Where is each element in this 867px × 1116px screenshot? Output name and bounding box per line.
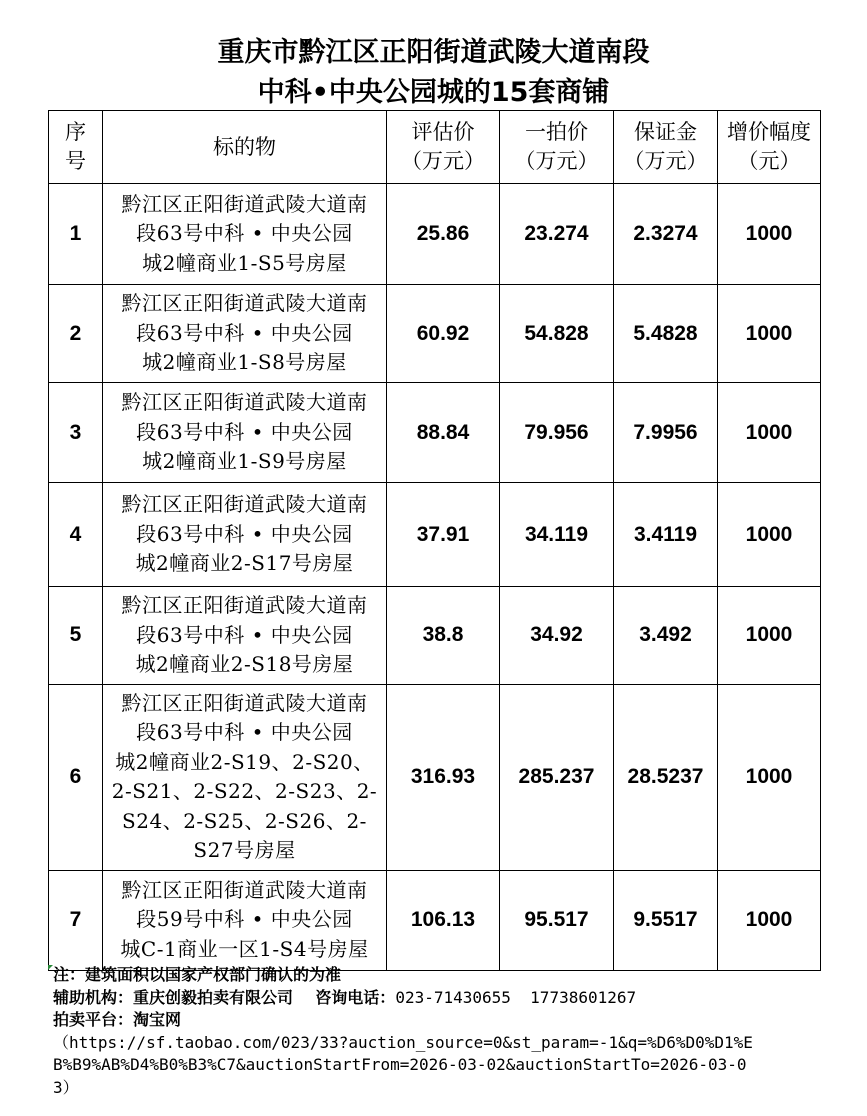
cell-item-line: 黔江区正阳街道武陵大道南 (121, 492, 368, 517)
cell-increment: 1000 (718, 587, 821, 685)
cell-appraisal: 88.84 (387, 383, 500, 483)
page-title-line2: 中科•中央公园城的15套商铺 (257, 77, 610, 108)
cell-deposit: 7.9956 (614, 383, 718, 483)
cell-item-line: 黔江区正阳街道武陵大道南 (121, 390, 368, 415)
cell-item-line: 黔江区正阳街道武陵大道南 (121, 593, 368, 617)
header-start-price (500, 111, 614, 184)
cell-increment: 1000 (718, 483, 821, 587)
cell-seq: 7 (49, 870, 103, 970)
cell-item-line: 城2幢商业1-S9号房屋 (142, 449, 347, 474)
auction-url[interactable]: （https://sf.taobao.com/023/33?auction_source=0&st_param=-1&q=%D6%D0%D1%EB%B9%AB%D4%B0%B3%C7&auctionStartFrom=2026-03-02&auctionStartTo=2026-03-03） (53, 1032, 753, 1097)
note-area: 注：建筑面积以国家产权部门确认的为准 (53, 965, 342, 984)
cell-deposit: 9.5517 (614, 870, 718, 970)
cell-seq: 5 (49, 587, 103, 685)
cell-item-line: 黔江区正阳街道武陵大道南 (121, 291, 368, 316)
table-row (49, 483, 821, 587)
cell-item-line: 城2幢商业1-S5号房屋 (142, 250, 347, 275)
header-appraisal-line: （万元） (401, 149, 485, 173)
cell-start-price: 34.119 (500, 483, 614, 587)
cell-appraisal: 106.13 (387, 870, 500, 970)
table-row (49, 870, 821, 970)
cell-seq: 4 (49, 483, 103, 587)
cell-item (103, 483, 387, 587)
header-increment-line: 增价幅度 (727, 120, 811, 144)
cell-item (103, 684, 387, 870)
cell-seq: 6 (49, 684, 103, 870)
auction-table (48, 110, 821, 971)
cell-item-line: 段63号中科 • 中央公园 (136, 622, 353, 647)
table-row (49, 285, 821, 383)
cell-start-price: 23.274 (500, 184, 614, 285)
header-increment-line: （元） (737, 149, 801, 173)
cell-item-line: 城2幢商业2-S19、2-S20、 (115, 749, 374, 774)
table-row (49, 684, 821, 870)
note-platform: 拍卖平台：淘宝网 (53, 1010, 182, 1029)
cell-increment: 1000 (718, 684, 821, 870)
header-seq-line: 号 (65, 149, 86, 173)
cell-item-line: 城C-1商业一区1-S4号房屋 (120, 936, 369, 961)
phone-numbers: 023-71430655 17738601267 (395, 987, 637, 1007)
header-appraisal-line: 评估价 (411, 120, 475, 144)
cell-appraisal: 60.92 (387, 285, 500, 383)
cell-item (103, 587, 387, 685)
header-start-line: （万元） (514, 149, 599, 173)
cell-deposit: 28.5237 (614, 684, 718, 870)
table-header-row (49, 111, 821, 184)
cell-item-line: 段59号中科 • 中央公园 (136, 907, 353, 932)
footnotes (53, 964, 833, 1099)
cell-seq: 3 (49, 383, 103, 483)
cell-start-price: 54.828 (500, 285, 614, 383)
header-deposit-line: 保证金 (634, 120, 697, 144)
cell-start-price: 285.237 (500, 684, 614, 870)
cell-seq: 1 (49, 184, 103, 285)
cell-seq: 2 (49, 285, 103, 383)
phone-label: 咨询电话： (315, 987, 396, 1007)
cell-deposit: 3.4119 (614, 483, 718, 587)
header-seq (49, 111, 103, 184)
cell-item (103, 285, 387, 383)
cell-item-line: 段63号中科 • 中央公园 (136, 720, 353, 744)
cell-increment: 1000 (718, 285, 821, 383)
header-deposit (614, 111, 718, 184)
page-title-line1: 重庆市黔江区正阳街道武陵大道南段 (217, 37, 650, 68)
cell-item-line: 黔江区正阳街道武陵大道南 (121, 191, 368, 216)
cell-item-line: 段63号中科 • 中央公园 (136, 521, 353, 546)
agency-label: 辅助机构：重庆创毅拍卖有限公司 (53, 987, 294, 1007)
cell-item (103, 870, 387, 970)
cell-deposit: 5.4828 (614, 285, 718, 383)
cell-start-price: 95.517 (500, 870, 614, 970)
cell-start-price: 34.92 (500, 587, 614, 685)
cell-item (103, 184, 387, 285)
cell-item-line: 黔江区正阳街道武陵大道南 (121, 877, 368, 902)
header-appraisal (387, 111, 500, 184)
table-row (49, 587, 821, 685)
header-start-line: 一拍价 (525, 120, 588, 144)
table-row (49, 184, 821, 285)
header-increment (718, 111, 821, 184)
cell-appraisal: 37.91 (387, 483, 500, 587)
cell-increment: 1000 (718, 184, 821, 285)
cell-appraisal: 316.93 (387, 684, 500, 870)
cell-start-price: 79.956 (500, 383, 614, 483)
header-item: 标的物 (103, 111, 387, 184)
header-deposit-line: （万元） (623, 149, 708, 173)
cell-increment: 1000 (718, 870, 821, 970)
cell-deposit: 2.3274 (614, 184, 718, 285)
cell-item-line: S24、2-S25、2-S26、2- (122, 808, 367, 833)
cell-deposit: 3.492 (614, 587, 718, 685)
cell-item-line: 城2幢商业2-S17号房屋 (135, 551, 354, 576)
cell-item-line: 段63号中科 • 中央公园 (136, 419, 353, 444)
note-agency (53, 987, 833, 1010)
cell-item-line: 城2幢商业1-S8号房屋 (142, 350, 347, 375)
cell-item-line: 段63号中科 • 中央公园 (136, 221, 353, 246)
cell-item-line: 黔江区正阳街道武陵大道南 (121, 690, 368, 715)
cell-appraisal: 25.86 (387, 184, 500, 285)
table-row (49, 383, 821, 483)
cell-appraisal: 38.8 (387, 587, 500, 685)
cell-increment: 1000 (718, 383, 821, 483)
header-seq-line: 序 (65, 120, 86, 144)
cell-item (103, 383, 387, 483)
cell-item-line: S27号房屋 (193, 838, 296, 862)
cell-item-line: 城2幢商业2-S18号房屋 (135, 652, 354, 676)
cell-item-line: 2-S21、2-S22、2-S23、2- (111, 779, 378, 803)
cell-item-line: 段63号中科 • 中央公园 (136, 320, 353, 345)
